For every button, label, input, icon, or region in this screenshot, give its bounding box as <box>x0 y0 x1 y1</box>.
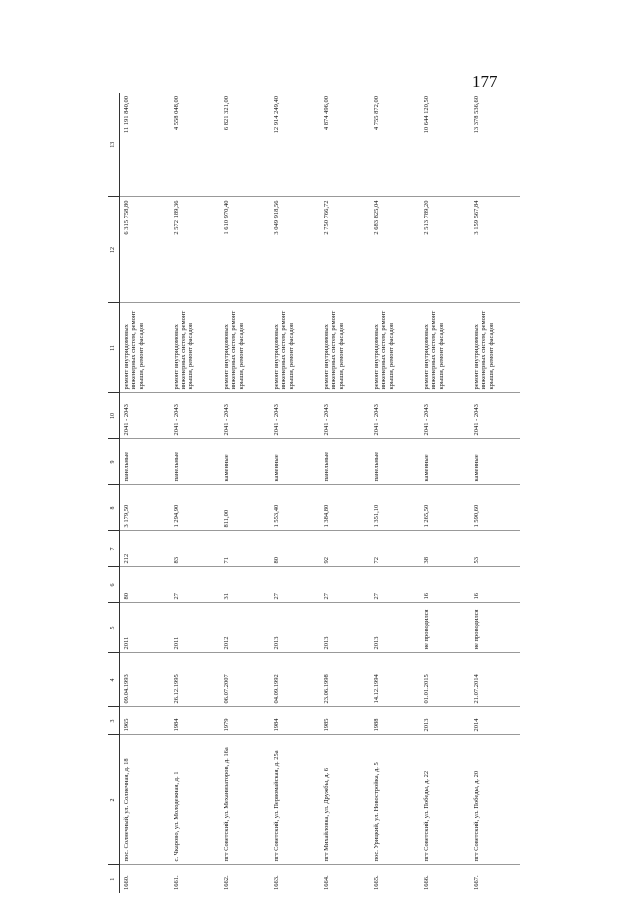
table-row <box>220 93 270 893</box>
cell-work-types: ремонт внутридомовых инженерных систем, ремонт крыши, ремонт фасадов <box>220 303 270 393</box>
rotated-table-wrapper <box>108 93 520 893</box>
cell-date: 23.06.1998 <box>320 653 370 707</box>
cell-last-repair: не проводился <box>470 603 520 653</box>
table-row <box>320 93 370 893</box>
cell-date: 06.07.2007 <box>220 653 270 707</box>
cell-col-7: 92 <box>320 531 370 567</box>
cell-col-7: 212 <box>120 531 170 567</box>
cell-address: пгт Советский, ул. Победы, д. 20 <box>470 735 520 865</box>
cell-build-year: 1979 <box>220 707 270 735</box>
cell-col-7: 38 <box>420 531 470 567</box>
cell-cost-2: 4 558 048,00 <box>170 93 220 197</box>
cell-address: пгт Советский, ул. Первомайская, д. 25а <box>270 735 320 865</box>
cell-last-repair: 2013 <box>270 603 320 653</box>
cell-work-types: ремонт внутридомовых инженерных систем, ремонт крыши, ремонт фасадов <box>470 303 520 393</box>
column-header: 2 <box>108 735 120 865</box>
table-row <box>470 93 520 893</box>
table-row <box>170 93 220 893</box>
cell-work-types: ремонт внутридомовых инженерных систем, ремонт крыши, ремонт фасадов <box>320 303 370 393</box>
cell-row-number: 1666. <box>422 875 430 890</box>
table-row <box>270 93 320 893</box>
cell-cost-1: 1 610 970,40 <box>220 197 270 303</box>
column-header: 11 <box>108 303 120 393</box>
cell-build-year: 1965 <box>120 707 170 735</box>
cell-col-6: 16 <box>420 567 470 603</box>
cell-date: 21.07.2014 <box>470 653 520 707</box>
cell-cost-2: 4 874 496,00 <box>320 93 370 197</box>
cell-date: 09.04.1993 <box>120 653 170 707</box>
column-header: 12 <box>108 197 120 303</box>
cell-wall-material: панельные <box>120 439 170 485</box>
cell-wall-material: каменные <box>270 439 320 485</box>
cell-col-7: 80 <box>270 531 320 567</box>
cell-cost-1: 6 315 758,80 <box>120 197 170 303</box>
cell-cost-1: 2 683 825,04 <box>370 197 420 303</box>
cell-date: 01.01.2015 <box>420 653 470 707</box>
cell-work-types: ремонт внутридомовых инженерных систем, ремонт крыши, ремонт фасадов <box>120 303 170 393</box>
cell-cost-1: 3 049 918,56 <box>270 197 320 303</box>
cell-area: 3 179,50 <box>120 485 170 531</box>
cell-cost-1: 2 513 789,20 <box>420 197 470 303</box>
cell-last-repair: 2012 <box>220 603 270 653</box>
cell-cost-2: 4 755 872,00 <box>370 93 420 197</box>
cell-period: 2041 - 2043 <box>120 393 170 439</box>
cell-area: 1 590,60 <box>470 485 520 531</box>
cell-build-year: 1984 <box>270 707 320 735</box>
cell-col-6: 27 <box>370 567 420 603</box>
cell-col-6: 80 <box>120 567 170 603</box>
cell-cost-2: 13 378 536,60 <box>470 93 520 197</box>
cell-wall-material: панельные <box>170 439 220 485</box>
cell-date: 04.09.1992 <box>270 653 320 707</box>
cell-col-7: 71 <box>220 531 270 567</box>
cell-work-types: ремонт внутридомовых инженерных систем, ремонт крыши, ремонт фасадов <box>420 303 470 393</box>
cell-period: 2041 - 2043 <box>320 393 370 439</box>
cell-build-year: 1984 <box>170 707 220 735</box>
cell-col-6: 31 <box>220 567 270 603</box>
column-header: 10 <box>108 393 120 439</box>
cell-last-repair: 2011 <box>170 603 220 653</box>
column-header: 7 <box>108 531 120 567</box>
cell-col-6: 27 <box>270 567 320 603</box>
cell-cost-2: 6 821 321,00 <box>220 93 270 197</box>
cell-area: 1 384,80 <box>320 485 370 531</box>
column-header: 13 <box>108 93 120 197</box>
cell-col-7: 53 <box>470 531 520 567</box>
cell-address: пос. Солнечный, ул. Солнечная, д. 18 <box>120 735 170 865</box>
cell-date: 26.12.1995 <box>170 653 220 707</box>
cell-last-repair: 2011 <box>120 603 170 653</box>
cell-cost-1: 3 159 567,84 <box>470 197 520 303</box>
cell-col-6: 27 <box>320 567 370 603</box>
cell-period: 2041 - 2043 <box>270 393 320 439</box>
cell-wall-material: каменные <box>420 439 470 485</box>
cell-work-types: ремонт внутридомовых инженерных систем, ремонт крыши, ремонт фасадов <box>370 303 420 393</box>
cell-address: пгт Советский, ул. Механизаторов, д. 16а <box>220 735 270 865</box>
column-header: 9 <box>108 439 120 485</box>
column-header: 8 <box>108 485 120 531</box>
cell-address: пос. Урицкий, ул. Новостройка, д. 5 <box>370 735 420 865</box>
cell-cost-2: 10 644 120,50 <box>420 93 470 197</box>
cell-col-6: 27 <box>170 567 220 603</box>
cell-last-repair: 2013 <box>370 603 420 653</box>
cell-area: 1 351,10 <box>370 485 420 531</box>
cell-period: 2041 - 2043 <box>170 393 220 439</box>
cell-wall-material: панельные <box>320 439 370 485</box>
cell-address: пгт Михайловка, ул. Дружбы, д. 6 <box>320 735 370 865</box>
cell-area: 1 553,40 <box>270 485 320 531</box>
cell-cost-2: 12 914 249,40 <box>270 93 320 197</box>
cell-build-year: 1985 <box>320 707 370 735</box>
cell-row-number: 1667. <box>472 875 480 890</box>
cell-row-number: 1661. <box>172 875 180 890</box>
table-row <box>120 93 170 893</box>
cell-cost-1: 2 750 766,72 <box>320 197 370 303</box>
cell-wall-material: каменные <box>470 439 520 485</box>
housing-table <box>108 93 520 893</box>
cell-wall-material: каменные <box>220 439 270 485</box>
cell-period: 2041 - 2043 <box>470 393 520 439</box>
cell-date: 14.12.1994 <box>370 653 420 707</box>
cell-col-7: 72 <box>370 531 420 567</box>
table-row <box>420 93 470 893</box>
column-header: 1 <box>108 865 120 893</box>
cell-build-year: 1988 <box>370 707 420 735</box>
column-header: 3 <box>108 707 120 735</box>
cell-row-number: 1662. <box>222 875 230 890</box>
cell-row-number: 1663. <box>272 875 280 890</box>
table-header-row <box>108 93 120 893</box>
cell-area: 1 294,90 <box>170 485 220 531</box>
cell-address: пгт Советский, ул. Победы, д. 22 <box>420 735 470 865</box>
cell-build-year: 2013 <box>420 707 470 735</box>
cell-address: с. Чкарово, ул. Молодежная, д. 1 <box>170 735 220 865</box>
cell-col-6: 16 <box>470 567 520 603</box>
cell-area: 811,00 <box>220 485 270 531</box>
cell-period: 2041 - 2043 <box>420 393 470 439</box>
cell-last-repair: 2013 <box>320 603 370 653</box>
page-number: 177 <box>472 72 498 91</box>
cell-build-year: 2014 <box>470 707 520 735</box>
column-header: 6 <box>108 567 120 603</box>
column-header: 5 <box>108 603 120 653</box>
cell-period: 2041 - 2043 <box>220 393 270 439</box>
cell-last-repair: не проводился <box>420 603 470 653</box>
cell-area: 1 265,50 <box>420 485 470 531</box>
cell-row-number: 1665. <box>372 875 380 890</box>
column-header: 4 <box>108 653 120 707</box>
cell-period: 2041 - 2043 <box>370 393 420 439</box>
cell-row-number: 1660. <box>123 875 130 890</box>
cell-cost-1: 2 572 189,36 <box>170 197 220 303</box>
cell-row-number: 1664. <box>322 875 330 890</box>
cell-wall-material: панельные <box>370 439 420 485</box>
cell-work-types: ремонт внутридомовых инженерных систем, ремонт крыши, ремонт фасадов <box>270 303 320 393</box>
cell-work-types: ремонт внутридомовых инженерных систем, ремонт крыши, ремонт фасадов <box>170 303 220 393</box>
cell-cost-2: 11 191 840,00 <box>120 93 170 197</box>
table-row <box>370 93 420 893</box>
cell-col-7: 83 <box>170 531 220 567</box>
